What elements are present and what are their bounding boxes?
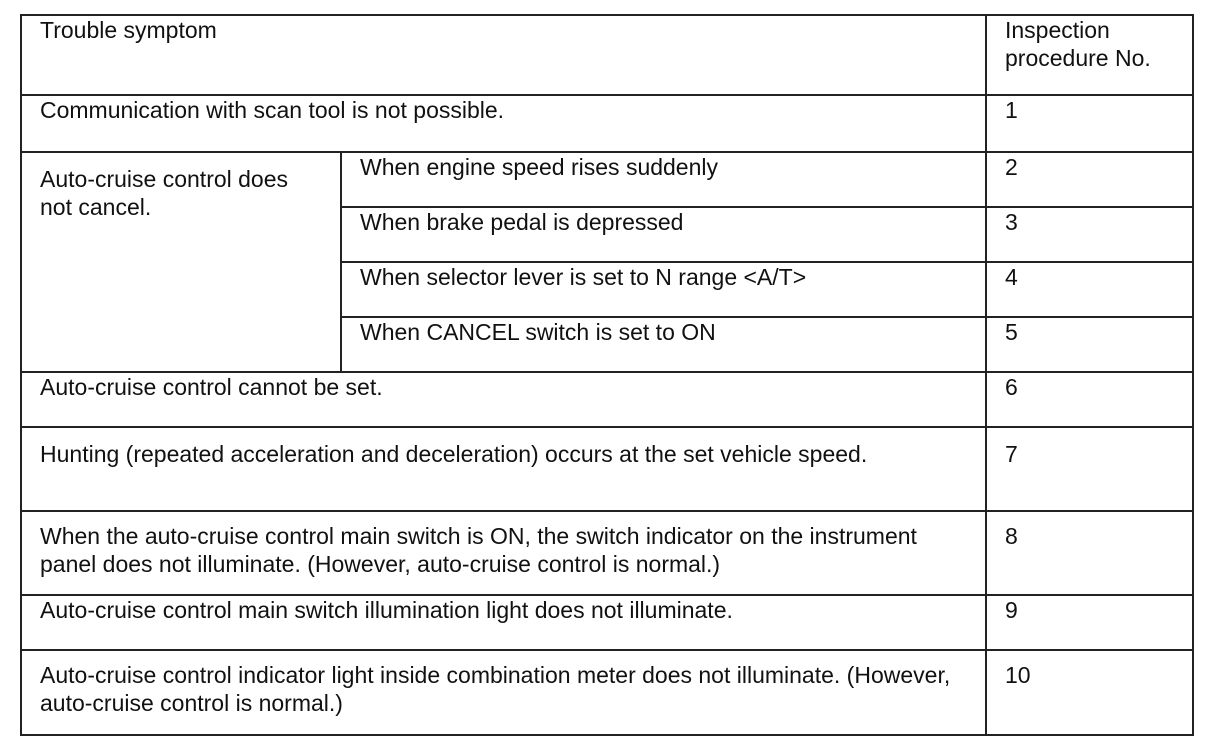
table-row (21, 650, 1193, 735)
condition-cell: When brake pedal is depressed (341, 207, 986, 262)
header-inspection-procedure: Inspection procedure No. (986, 15, 1193, 95)
condition-cell: When selector lever is set to N range <A/T> (341, 262, 986, 317)
symptom-cell: Auto-cruise control indicator light inside combination meter does not illuminate. (However, auto-cruise control is normal.) (21, 650, 986, 735)
header-trouble-symptom: Trouble symptom (21, 15, 986, 95)
procedure-number: 2 (986, 152, 1193, 207)
procedure-number: 9 (986, 595, 1193, 650)
condition-cell: When CANCEL switch is set to ON (341, 317, 986, 372)
procedure-number: 7 (986, 427, 1193, 511)
table-row (21, 511, 1193, 595)
table-row (21, 95, 1193, 152)
table-row (21, 372, 1193, 427)
table-row (21, 427, 1193, 511)
procedure-number: 4 (986, 262, 1193, 317)
symptom-cell: Hunting (repeated acceleration and deceleration) occurs at the set vehicle speed. (21, 427, 986, 511)
table-row (21, 152, 1193, 207)
procedure-number: 6 (986, 372, 1193, 427)
symptom-cell: Auto-cruise control cannot be set. (21, 372, 986, 427)
procedure-number: 5 (986, 317, 1193, 372)
procedure-number: 8 (986, 511, 1193, 595)
procedure-number: 10 (986, 650, 1193, 735)
condition-cell: When engine speed rises suddenly (341, 152, 986, 207)
header-row (21, 15, 1193, 95)
table-row (21, 595, 1193, 650)
symptom-cell: Auto-cruise control main switch illumination light does not illuminate. (21, 595, 986, 650)
symptom-cell: When the auto-cruise control main switch is ON, the switch indicator on the instrument panel does not illuminate. (However, auto-cruise control is normal.) (21, 511, 986, 595)
inspection-table (20, 14, 1194, 736)
symptom-group-cell: Auto-cruise control does not cancel. (21, 152, 341, 372)
procedure-number: 1 (986, 95, 1193, 152)
procedure-number: 3 (986, 207, 1193, 262)
symptom-cell: Communication with scan tool is not possible. (21, 95, 986, 152)
